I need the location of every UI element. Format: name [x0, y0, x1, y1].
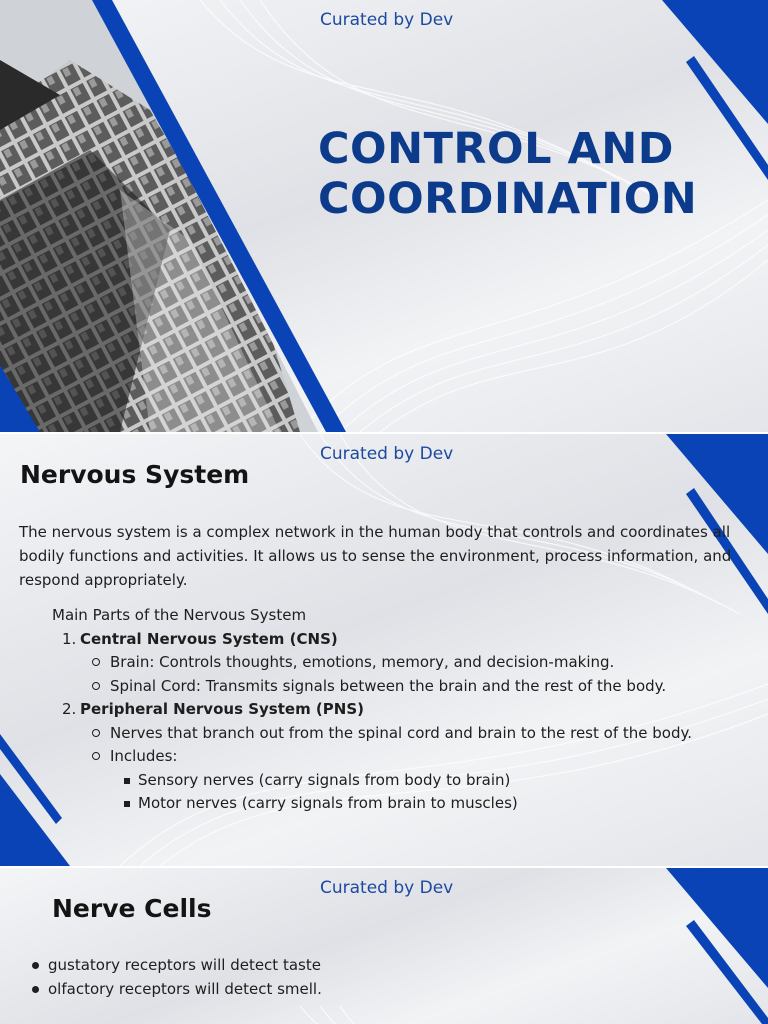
sub-list-item	[52, 675, 692, 699]
bullet-text: olfactory receptors will detect smell.	[48, 979, 322, 998]
sub-list-item	[52, 651, 692, 675]
sub-sub-item-text: Motor nerves (carry signals from brain to muscles)	[138, 794, 518, 812]
sub-sub-list-item	[52, 792, 692, 816]
nerve-cells-bullet-list	[32, 954, 322, 1001]
sub-sub-item-text: Sensory nerves (carry signals from body to brain)	[138, 770, 511, 789]
sub-item-text: Brain: Controls thoughts, emotions, memory, and decision-making.	[110, 653, 615, 671]
bullet-item	[32, 954, 322, 978]
sub-sub-list-item	[52, 769, 692, 793]
presentation-title	[318, 124, 758, 224]
list-number: 2.	[62, 700, 77, 718]
title-line-1: CONTROL AND	[318, 124, 674, 174]
sub-list-item	[52, 745, 692, 769]
curated-by-label: Curated by Dev	[320, 10, 454, 30]
list-item-pns	[52, 698, 692, 722]
title-line-2: COORDINATION	[318, 174, 698, 224]
square-bullet-icon	[124, 778, 130, 784]
bullet-item	[32, 978, 322, 1002]
sub-list-item	[52, 722, 692, 746]
list-intro: Main Parts of the Nervous System	[52, 606, 307, 624]
list-item-title: Central Nervous System (CNS)	[80, 629, 338, 648]
bullet-dot-icon	[32, 986, 39, 993]
nervous-system-parts-list	[52, 604, 692, 816]
circle-bullet-icon	[92, 658, 100, 666]
intro-paragraph: The nervous system is a complex network in the human body that controls and coordinates all bodily functions and activities. It allows us to sense the environment, process information, and respond appropriately.	[19, 523, 732, 589]
bullet-text: gustatory receptors will detect taste	[48, 956, 321, 974]
list-item-cns	[52, 628, 692, 652]
circle-bullet-icon	[92, 729, 100, 737]
sub-item-text: Spinal Cord: Transmits signals between the brain and the rest of the body.	[110, 676, 667, 695]
curated-by-label: Curated by Dev	[320, 878, 454, 898]
circle-bullet-icon	[92, 752, 100, 760]
title-slide	[0, 0, 768, 432]
list-item-title: Peripheral Nervous System (PNS)	[80, 700, 364, 718]
bullet-dot-icon	[32, 962, 39, 969]
slide-heading: Nervous System	[20, 460, 250, 489]
nervous-system-slide	[0, 434, 768, 866]
circle-bullet-icon	[92, 682, 100, 690]
square-bullet-icon	[124, 801, 130, 807]
list-number: 1.	[62, 629, 77, 648]
sub-item-text: Includes:	[110, 747, 178, 765]
slide-heading: Nerve Cells	[52, 894, 212, 923]
curated-by-label: Curated by Dev	[320, 444, 454, 464]
sub-item-text: Nerves that branch out from the spinal cord and brain to the rest of the body.	[110, 723, 692, 742]
nerve-cells-slide	[0, 868, 768, 1024]
